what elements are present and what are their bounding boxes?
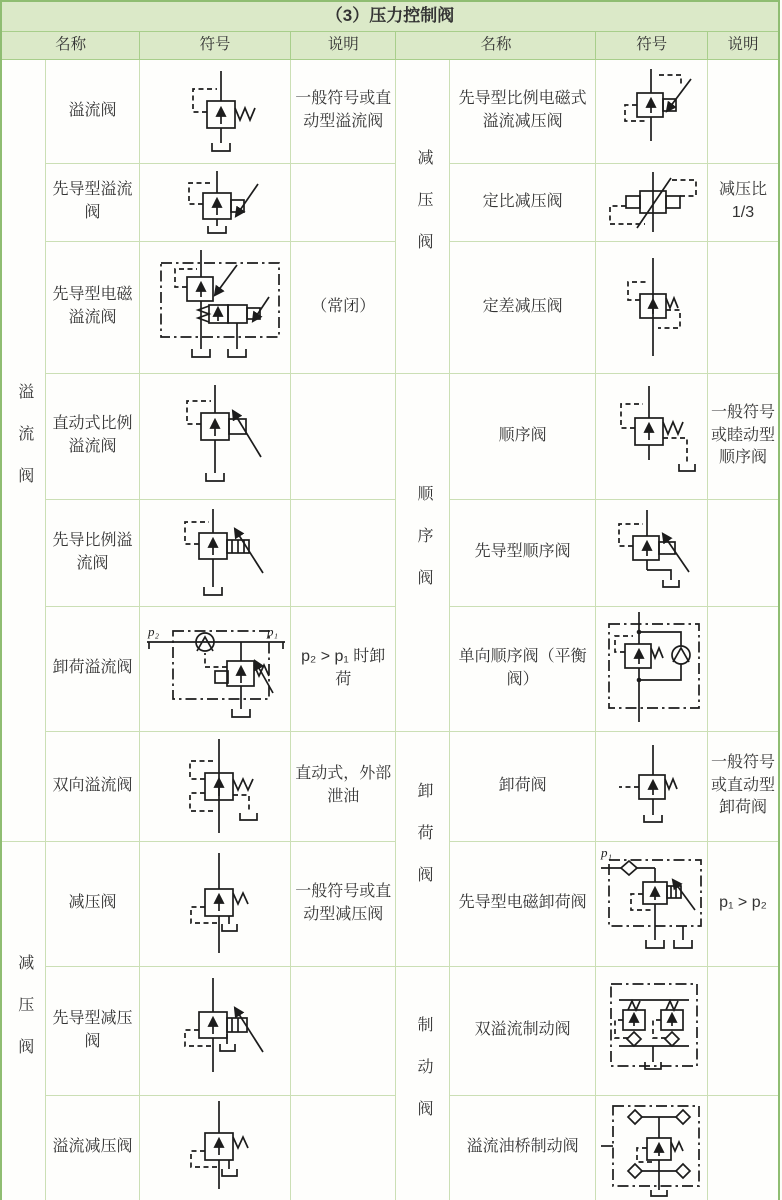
reducing-valve-symbol	[143, 845, 289, 962]
pilot-sequence-valve-symbol	[599, 504, 706, 602]
fixed-differential-reducing-valve-symbol	[599, 246, 706, 368]
svg-text:p₁: p₁	[601, 844, 613, 860]
double-relief-brake-valve-symbol	[599, 970, 706, 1092]
valve-name: 溢流阀	[45, 59, 139, 163]
valve-desc: p₁ > p₂	[708, 841, 780, 966]
valve-desc	[290, 966, 396, 1095]
valve-name: 先导型减压阀	[45, 966, 139, 1095]
category-reducing-valve-right: 减压阀	[396, 59, 449, 373]
fixed-ratio-reducing-valve-symbol	[599, 166, 706, 238]
header-name-left: 名称	[1, 31, 140, 59]
valve-name: 溢流油桥制动阀	[449, 1095, 596, 1200]
double-direction-relief-valve-symbol	[143, 735, 289, 837]
symbol-cell	[140, 606, 291, 731]
valve-name: 先导比例溢流阀	[45, 499, 139, 606]
symbol-cell	[596, 731, 708, 841]
symbol-cell	[140, 59, 291, 163]
symbol-cell	[596, 606, 708, 731]
valve-name: 溢流减压阀	[45, 1095, 139, 1200]
valve-name: 先导型溢流阀	[45, 163, 139, 241]
symbol-cell	[140, 499, 291, 606]
valve-desc	[708, 59, 780, 163]
valve-name: 减压阀	[45, 841, 139, 966]
direct-proportional-relief-valve-symbol	[143, 377, 289, 495]
valve-desc	[708, 1095, 780, 1200]
valve-desc: （常闭）	[290, 241, 396, 373]
valve-desc: 一般符号或睦动型顺序阀	[708, 373, 780, 499]
symbol-cell	[140, 966, 291, 1095]
valve-desc: 直动式，外部泄油	[290, 731, 396, 841]
valve-name: 顺序阀	[449, 373, 596, 499]
symbol-cell	[140, 1095, 291, 1200]
header-name-right: 名称	[396, 31, 596, 59]
symbol-cell	[140, 373, 291, 499]
header-symbol-right: 符号	[596, 31, 708, 59]
valve-name: 直动式比例溢流阀	[45, 373, 139, 499]
pilot-reducing-valve-symbol	[143, 970, 289, 1091]
valve-desc	[290, 373, 396, 499]
symbol-cell	[596, 841, 708, 966]
valve-desc	[708, 499, 780, 606]
sequence-valve-symbol	[599, 378, 706, 495]
category-sequence-valve: 顺序阀	[396, 373, 449, 731]
valve-desc: p₂ > p₁ 时卸荷	[290, 606, 396, 731]
valve-desc	[290, 163, 396, 241]
valve-name: 定比减压阀	[449, 163, 596, 241]
symbol-cell	[596, 241, 708, 373]
valve-name: 先导型电磁溢流阀	[45, 241, 139, 373]
category-relief-valve: 溢流阀	[1, 59, 45, 841]
valve-desc	[708, 606, 780, 731]
symbol-cell	[596, 966, 708, 1095]
valve-desc	[290, 499, 396, 606]
header-desc-right: 说明	[708, 31, 780, 59]
valve-desc: 一般符号或直动型卸荷阀	[708, 731, 780, 841]
relief-reducing-valve-symbol	[143, 1099, 289, 1197]
valve-desc: 一般符号或直动型溢流阀	[290, 59, 396, 163]
valve-name: 先导型电磁卸荷阀	[449, 841, 596, 966]
one-way-sequence-balance-valve-symbol	[599, 608, 706, 730]
header-symbol-left: 符号	[140, 31, 291, 59]
pilot-solenoid-relief-valve-symbol	[143, 245, 289, 369]
valve-desc	[290, 1095, 396, 1200]
symbol-cell	[596, 499, 708, 606]
svg-text:p₁: p₁	[267, 624, 279, 639]
direct-relief-valve-symbol	[143, 63, 289, 159]
valve-name: 双向溢流阀	[45, 731, 139, 841]
symbol-cell	[140, 163, 291, 241]
valve-name: 先导型顺序阀	[449, 499, 596, 606]
category-reducing-valve-left: 减压阀	[1, 841, 45, 1200]
valve-desc	[708, 966, 780, 1095]
valve-name: 单向顺序阀（平衡阀）	[449, 606, 596, 731]
symbol-cell	[140, 841, 291, 966]
unloading-valve-symbol	[599, 739, 706, 833]
valve-desc: 减压比1/3	[708, 163, 780, 241]
symbol-cell	[596, 373, 708, 499]
table-title: （3）压力控制阀	[1, 1, 779, 31]
symbol-cell	[140, 731, 291, 841]
header-desc-left: 说明	[290, 31, 396, 59]
unloading-relief-valve-symbol	[143, 611, 289, 726]
pilot-solenoid-unloading-valve-symbol	[599, 844, 706, 964]
pilot-proportional-solenoid-relief-reducing-valve-symbol	[599, 63, 706, 159]
svg-text:p₂: p₂	[148, 624, 160, 639]
valve-name: 卸荷阀	[449, 731, 596, 841]
category-brake-valve: 制动阀	[396, 966, 449, 1200]
pilot-relief-valve-symbol	[143, 166, 289, 238]
valve-name: 先导型比例电磁式溢流减压阀	[449, 59, 596, 163]
relief-bridge-brake-valve-symbol	[599, 1098, 706, 1197]
valve-name: 双溢流制动阀	[449, 966, 596, 1095]
valve-desc: 一般符号或直动型减压阀	[290, 841, 396, 966]
valve-name: 卸荷溢流阀	[45, 606, 139, 731]
pilot-proportional-relief-valve-symbol	[143, 503, 289, 603]
category-unloading-valve: 卸荷阀	[396, 731, 449, 966]
symbol-cell	[140, 241, 291, 373]
symbol-cell	[596, 163, 708, 241]
valve-desc	[708, 241, 780, 373]
valve-name: 定差减压阀	[449, 241, 596, 373]
symbol-cell	[596, 1095, 708, 1200]
symbol-cell	[596, 59, 708, 163]
